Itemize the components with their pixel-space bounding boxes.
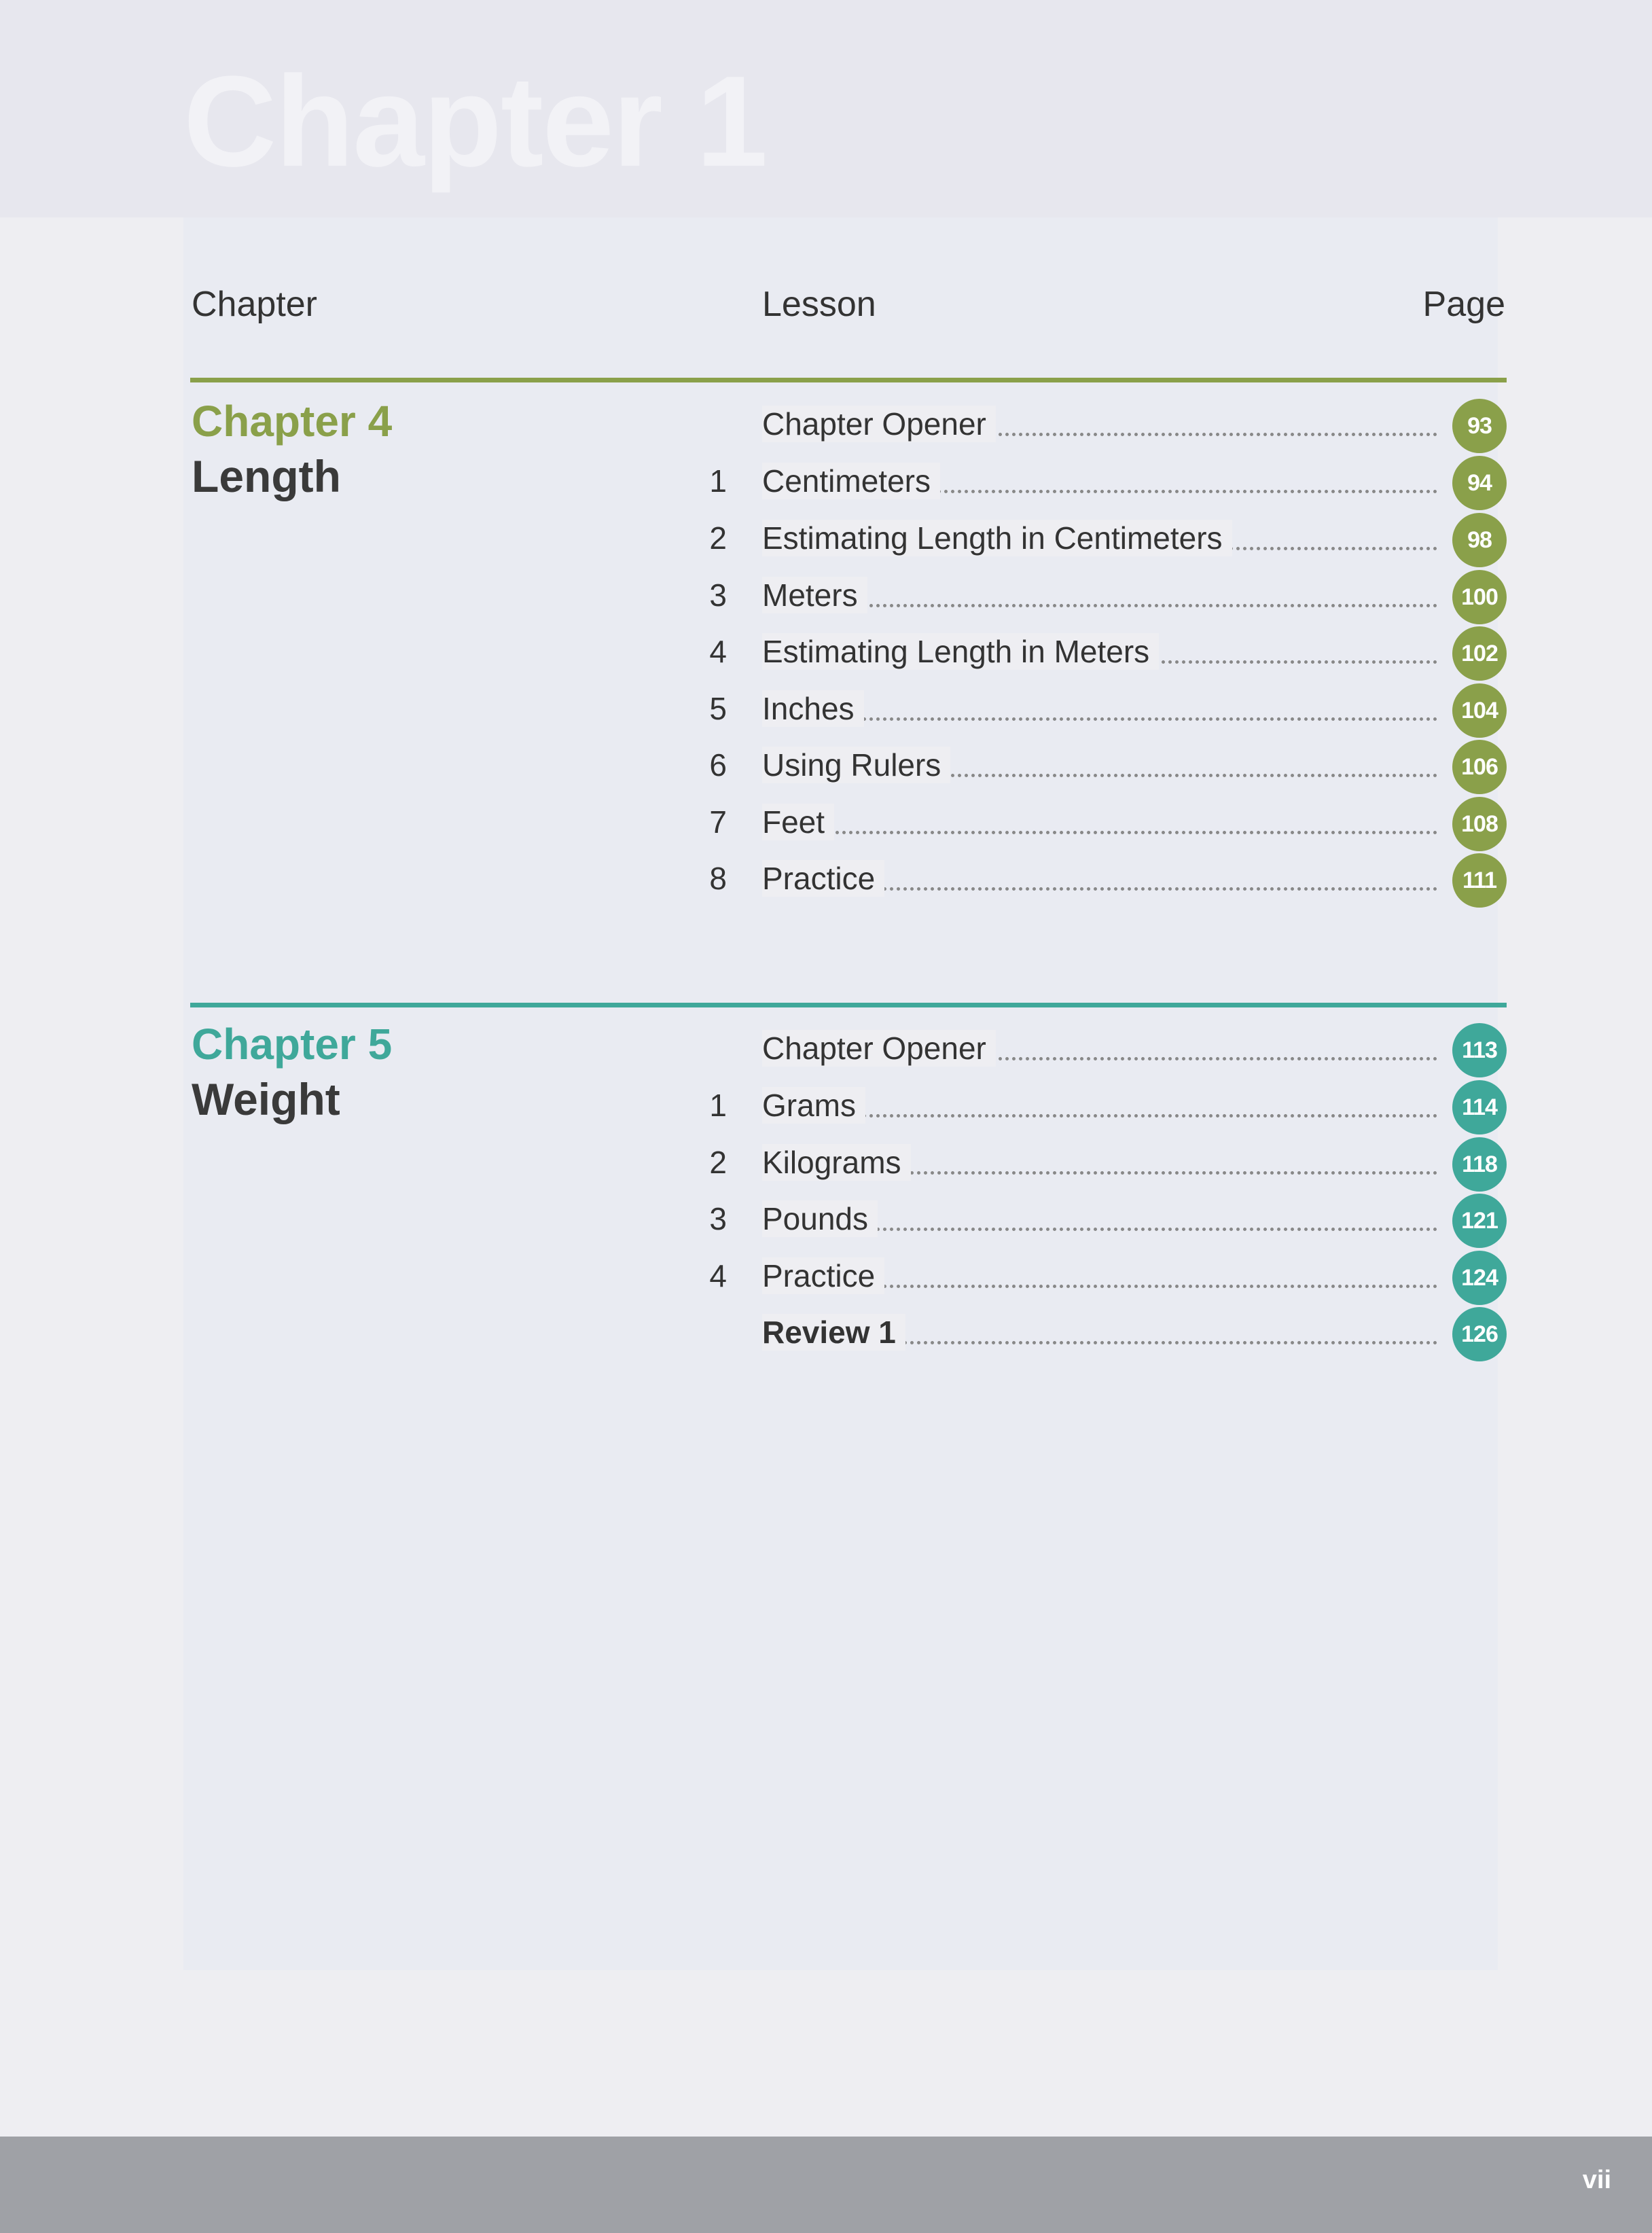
lesson-title: Feet — [762, 804, 834, 840]
dot-leader — [768, 604, 1437, 607]
lesson-number: 4 — [709, 1258, 727, 1293]
lesson-title: Practice — [762, 1257, 884, 1294]
page-number-badge: 100 — [1452, 570, 1507, 624]
dot-leader — [768, 717, 1437, 721]
toc-row[interactable] — [679, 453, 1507, 510]
lesson-title: Chapter Opener — [762, 1030, 996, 1067]
lesson-number: 6 — [709, 747, 727, 783]
toc-row[interactable] — [679, 851, 1507, 908]
page-number-badge: 93 — [1452, 399, 1507, 453]
lesson-title: Meters — [762, 577, 867, 613]
page-number-badge: 108 — [1452, 797, 1507, 851]
page-number-badge: 124 — [1452, 1251, 1507, 1305]
lesson-title: Chapter Opener — [762, 406, 996, 442]
lesson-number: 5 — [709, 691, 727, 726]
lesson-title: Pounds — [762, 1200, 878, 1237]
chapter-5-label: Chapter 5 — [192, 1020, 393, 1069]
column-header-page: Page — [1422, 285, 1505, 324]
lesson-title: Kilograms — [762, 1144, 911, 1181]
page-number-badge: 106 — [1452, 740, 1507, 794]
dot-leader — [768, 831, 1437, 834]
toc-row[interactable] — [679, 1135, 1507, 1192]
dot-leader — [768, 1114, 1437, 1118]
toc-row[interactable] — [679, 1020, 1507, 1077]
lesson-number: 8 — [709, 861, 727, 896]
lesson-title: Review 1 — [762, 1314, 905, 1351]
toc-row[interactable] — [679, 567, 1507, 624]
lesson-number: 3 — [709, 1201, 727, 1236]
background-chapter-title: Chapter 1 — [183, 50, 767, 194]
lesson-title: Inches — [762, 690, 864, 727]
toc-row[interactable] — [679, 624, 1507, 681]
page-number-badge: 114 — [1452, 1080, 1507, 1135]
page-number-badge: 94 — [1452, 456, 1507, 510]
lesson-number: 7 — [709, 804, 727, 840]
lesson-title: Grams — [762, 1087, 865, 1124]
page-number-badge: 118 — [1452, 1137, 1507, 1192]
page-folio: vii — [1582, 2166, 1611, 2194]
page-number-badge: 113 — [1452, 1023, 1507, 1077]
toc-row[interactable] — [679, 794, 1507, 851]
lesson-number: 4 — [709, 634, 727, 669]
page-number-badge: 104 — [1452, 683, 1507, 738]
lesson-title: Practice — [762, 860, 884, 897]
toc-row[interactable] — [679, 1191, 1507, 1248]
lesson-title: Estimating Length in Centimeters — [762, 520, 1232, 556]
lesson-title: Estimating Length in Meters — [762, 633, 1159, 670]
lesson-title: Centimeters — [762, 463, 940, 499]
page-number-badge: 102 — [1452, 626, 1507, 681]
toc-row[interactable] — [679, 510, 1507, 567]
page-number-badge: 98 — [1452, 513, 1507, 567]
toc-row[interactable] — [679, 396, 1507, 453]
toc-row[interactable] — [679, 1248, 1507, 1305]
page-number-badge: 121 — [1452, 1194, 1507, 1248]
page-number-badge: 126 — [1452, 1307, 1507, 1361]
toc-row[interactable] — [679, 1304, 1507, 1361]
lesson-number: 1 — [709, 463, 727, 499]
chapter-5-rule — [190, 1003, 1507, 1007]
chapter-4-label: Chapter 4 — [192, 397, 393, 446]
lesson-number: 1 — [709, 1088, 727, 1123]
footer-bar — [0, 2137, 1652, 2233]
chapter-4-name: Length — [192, 451, 341, 501]
column-header-chapter: Chapter — [192, 285, 317, 324]
toc-row[interactable] — [679, 681, 1507, 738]
lesson-number: 3 — [709, 577, 727, 613]
toc-row[interactable] — [679, 1077, 1507, 1135]
page-number-badge: 111 — [1452, 853, 1507, 908]
lesson-number: 2 — [709, 1145, 727, 1180]
column-header-lesson: Lesson — [762, 285, 876, 324]
chapter-5-name: Weight — [192, 1074, 340, 1124]
chapter-4-rule — [190, 378, 1507, 382]
toc-row[interactable] — [679, 737, 1507, 794]
lesson-title: Using Rulers — [762, 747, 950, 783]
lesson-number: 2 — [709, 520, 727, 556]
